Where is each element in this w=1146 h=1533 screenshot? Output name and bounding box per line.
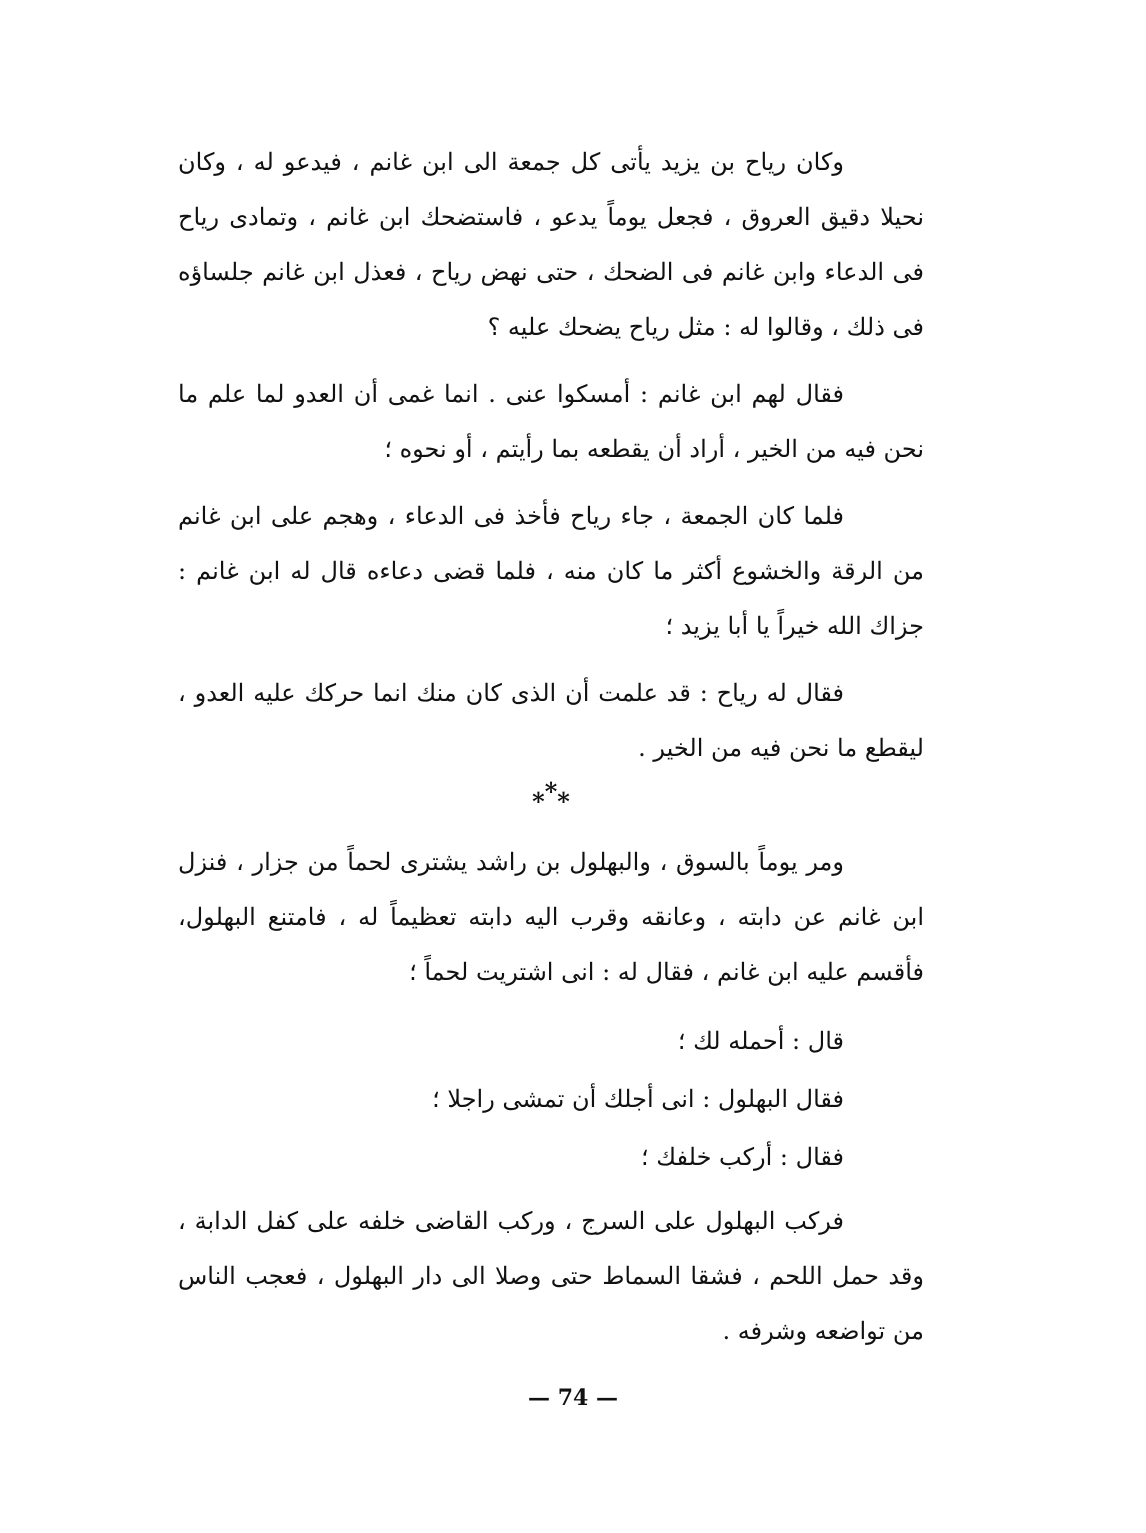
separator-star: * [544, 777, 558, 806]
document-page [178, 135, 924, 1435]
text-block-bottom [178, 835, 924, 1371]
paragraph-friday-prayer: فلما كان الجمعة ، جاء رياح فأخذ فى الدعاء ، وهجم على ابن غانم من الرقة والخشوع أكثر ما كان منه ، فلما قضى دعاءه قال له ابن غانم : جزاك الله خيراً يا أبا يزيد ؛ [178, 502, 924, 640]
paragraph-market-story: ومر يوماً بالسوق ، والبهلول بن راشد يشترى لحماً من جزار ، فنزل ابن غانم عن دابته ، وعانقه وقرب اليه دابته تعظيماً له ، فامتنع البهلول، فأقسم عليه ابن غانم ، فقال له : انى اشتريت لحماً ؛ [178, 848, 925, 986]
paragraph-riyah-answer: فقال له رياح : قد علمت أن الذى كان منك انما حركك عليه العدو ، ليقطع ما نحن فيه من الخير . [178, 679, 924, 762]
paragraph-conclusion: فركب البهلول على السرج ، وركب القاضى خلفه على كفل الدابة ، وقد حمل اللحم ، فشقا السماط حتى وصلا الى دار البهلول ، فعجب الناس من تواضعه وشرفه . [178, 1207, 924, 1345]
paragraph-ibn-ghanim-reply: فقال لهم ابن غانم : أمسكوا عنى . انما غمى أن العدو لما علم ما نحن فيه من الخير ، أراد أن يقطعه بما رأيتم ، أو نحوه ؛ [178, 380, 924, 463]
dialogue-line: قال : أحمله لك ؛ [677, 1027, 844, 1055]
page-number: — 74 — [528, 1385, 618, 1411]
paragraph-riyah-visits: وكان رياح بن يزيد يأتى كل جمعة الى ابن غانم ، فيدعو له ، وكان نحيلا دقيق العروق ، فجعل يوماً يدعو ، فاستضحك ابن غانم ، وتمادى رياح فى الدعاء وابن غانم فى الضحك ، حتى نهض رياح ، فعذل ابن غانم جلساؤه فى ذلك ، وقالوا له : مثل رياح يضحك عليه ؟ [178, 148, 925, 341]
dialogue-line: فقال البهلول : انى أجلك أن تمشى راجلا ؛ [432, 1085, 844, 1113]
separator-star: * [557, 787, 570, 816]
text-block-top [178, 135, 924, 788]
section-separator [178, 777, 924, 820]
separator-star: * [532, 787, 545, 816]
dialogue-line: فقال : أركب خلفك ؛ [641, 1143, 844, 1171]
